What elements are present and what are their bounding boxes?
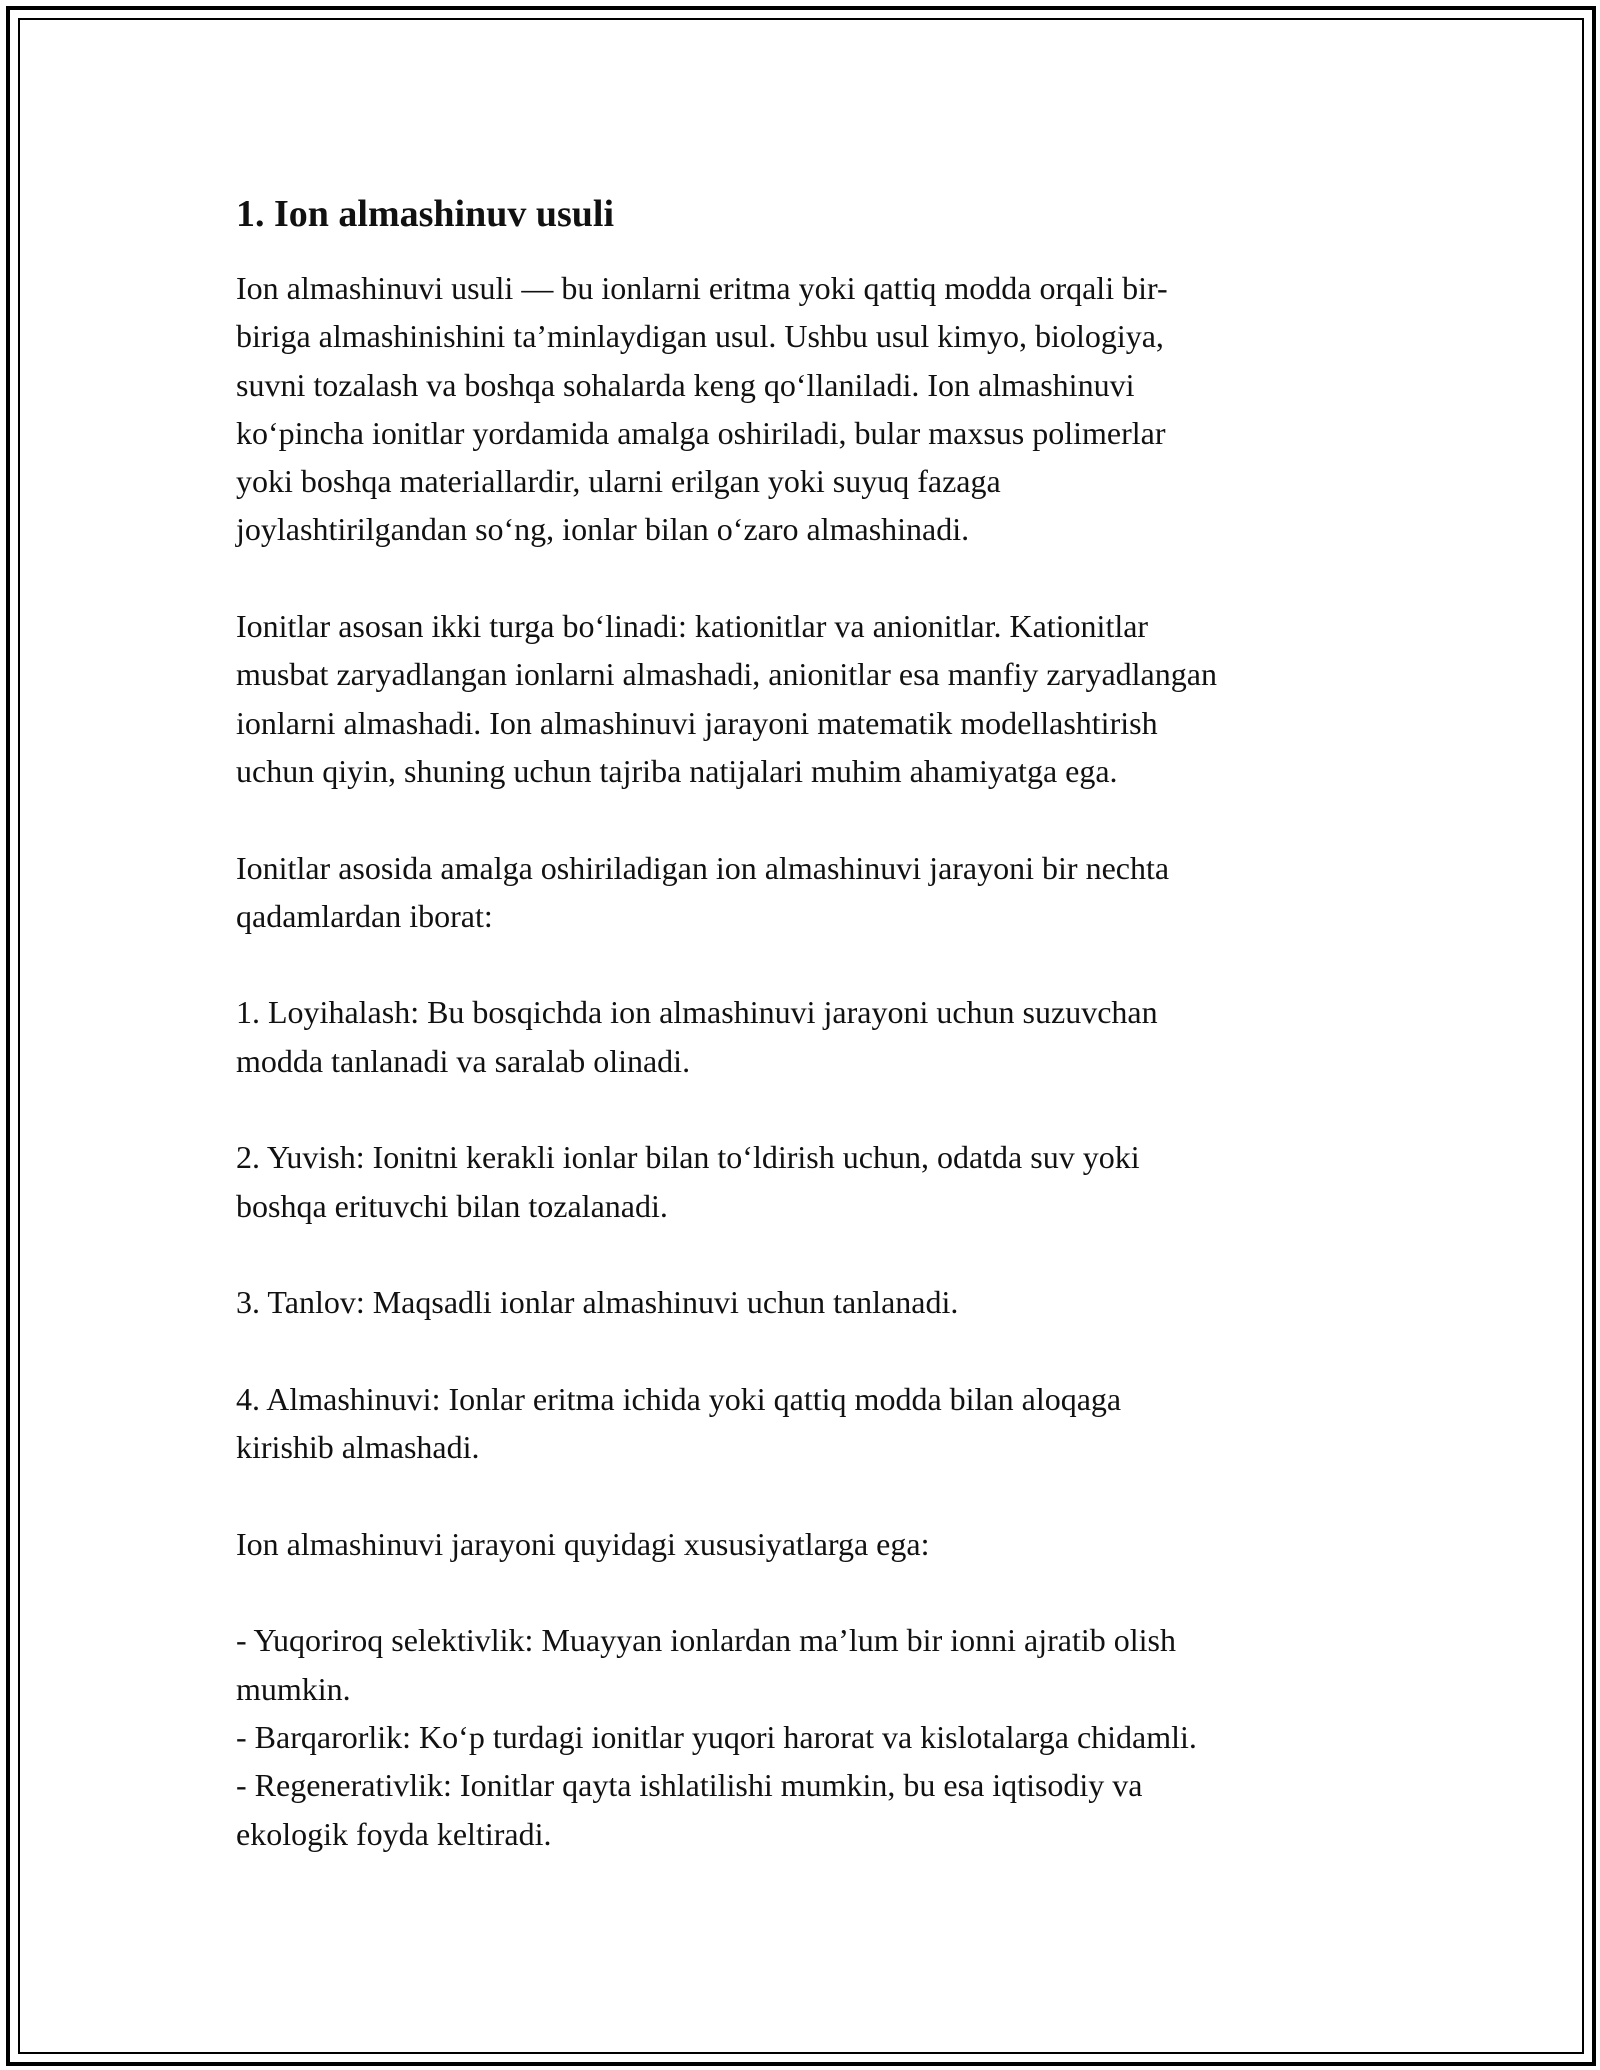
ionite-types-paragraph: Ionitlar asosan ikki turga bo‘linadi: kationitlar va anionitlar. Kationitlar musbat zaryadlangan ionlarni almashadi, anionitlar esa manfiy zaryadlangan ionlarni almashadi. Ion almashinuvi jarayoni matematik modellashtirish uchun qiyin, shuning uchun tajriba natijalari muhim ahamiyatga ega. — [236, 608, 1217, 789]
section-heading: 1. Ion almashinuv usuli — [236, 193, 615, 235]
paragraph-spacer — [236, 940, 1366, 988]
paragraph-spacer — [236, 1471, 1366, 1519]
paragraph-spacer — [236, 1327, 1366, 1375]
property-item-selectivity: - Yuqoriroq selektivlik: Muayyan ionlardan ma’lum bir ionni ajratib olish mumkin. — [236, 1622, 1176, 1707]
property-item-stability: - Barqarorlik: Ko‘p turdagi ionitlar yuqori harorat va kislotalarga chidamli. — [236, 1718, 1197, 1755]
step-item-selection: 3. Tanlov: Maqsadli ionlar almashinuvi uchun tanlanadi. — [236, 1284, 959, 1321]
properties-intro-paragraph: Ion almashinuvi jarayoni quyidagi xususiyatlarga ega: — [236, 1525, 930, 1562]
paragraph-spacer — [236, 1230, 1366, 1278]
property-item-regeneration: - Regenerativlik: Ionitlar qayta ishlatilishi mumkin, bu esa iqtisodiy va ekologik foyda keltiradi. — [236, 1767, 1143, 1852]
paragraph-spacer — [236, 795, 1366, 843]
steps-intro-paragraph: Ionitlar asosida amalga oshiriladigan ion almashinuvi jarayoni bir nechta qadamlardan iborat: — [236, 849, 1170, 934]
paragraph-spacer — [236, 1568, 1366, 1616]
document-body — [236, 186, 1366, 1858]
step-item-design: 1. Loyihalash: Bu bosqichda ion almashinuvi jarayoni uchun suzuvchan modda tanlanadi va saralab olinadi. — [236, 994, 1158, 1079]
step-item-exchange: 4. Almashinuvi: Ionlar eritma ichida yoki qattiq modda bilan aloqaga kirishib almashadi. — [236, 1380, 1122, 1466]
paragraph-spacer — [236, 1085, 1366, 1133]
step-item-washing: 2. Yuvish: Ionitni kerakli ionlar bilan to‘ldirish uchun, odatda suv yoki boshqa erituvchi bilan tozalanadi. — [236, 1139, 1140, 1224]
intro-paragraph: Ion almashinuvi usuli — bu ionlarni eritma yoki qattiq modda orqali bir- biriga almashinishini ta’minlaydigan usul. Ushbu usul kimyo, biologiya, suvni tozalash va boshqa sohalarda keng qo‘llaniladi. Ion almashinuvi ko‘pincha ionitlar yordamida amalga oshiriladi, bular maxsus polimerlar yoki boshqa materiallardir, ularni erilgan yoki suyuq fazaga joylashtirilgandan so‘ng, ionlar bilan o‘zaro almashinadi. — [236, 270, 1168, 548]
paragraph-spacer — [236, 554, 1366, 602]
